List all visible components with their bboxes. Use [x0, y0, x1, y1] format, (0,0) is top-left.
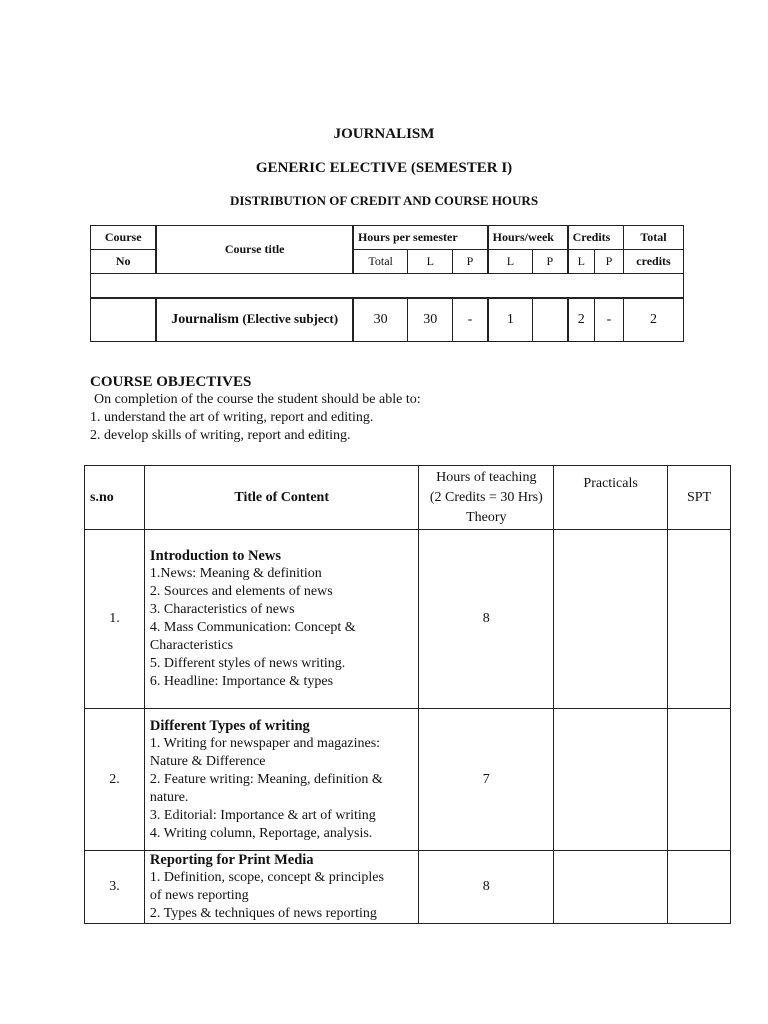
table-row [85, 851, 731, 924]
course-title-header: Course title [156, 226, 353, 274]
content-header-row [85, 466, 731, 530]
row-sno: 1. [85, 530, 145, 709]
total-credits-header-l2: credits [624, 250, 684, 274]
credit-table [90, 225, 684, 342]
credits-p-cell: - [595, 298, 624, 342]
row-line: 2. Feature writing: Meaning, definition & [149, 771, 383, 787]
row-hours: 8 [419, 530, 554, 709]
week-l-cell: 1 [488, 298, 533, 342]
row-practicals [554, 851, 668, 924]
page-title: JOURNALISM [333, 126, 435, 142]
row-line: 1.News: Meaning & definition [149, 566, 322, 581]
row-line: 5. Different styles of news writing. [149, 656, 346, 671]
row-hours: 8 [419, 851, 554, 924]
row-line: 1. Definition, scope, concept & principles [149, 870, 384, 885]
row-practicals [554, 709, 668, 851]
row-content [144, 709, 419, 851]
row-line: nature. [149, 789, 189, 805]
credit-spacer-row [91, 274, 684, 298]
course-no-cell [91, 298, 157, 342]
sub-credits-p-header: P [595, 250, 624, 274]
course-name: Journalism [171, 312, 239, 328]
section-heading: DISTRIBUTION OF CREDIT AND COURSE HOURS [229, 193, 539, 208]
sub-l-header: L [408, 250, 453, 274]
hours-header-l3: Theory [466, 509, 507, 525]
row-line: 4. Mass Communication: Concept & [149, 620, 356, 635]
content-table [84, 465, 731, 924]
total-credits-header-l1: Total [624, 226, 684, 250]
course-note: (Elective subject) [242, 311, 339, 327]
row-line: 3. Editorial: Importance & art of writing [149, 807, 376, 823]
objective-item: 1. understand the art of writing, report and editing. [90, 410, 374, 425]
sub-week-p-header: P [533, 250, 568, 274]
row-line: 4. Writing column, Reportage, analysis. [149, 825, 373, 841]
row-line: Characteristics [149, 638, 234, 653]
total-credits-cell: 2 [624, 298, 684, 342]
row-title: Reporting for Print Media [149, 852, 314, 868]
row-sno: 3. [85, 851, 145, 924]
sub-week-l-header: L [488, 250, 533, 274]
practicals-header: Practicals [554, 466, 668, 530]
spacer-cell [91, 274, 684, 298]
row-practicals [554, 530, 668, 709]
hours-header-l1: Hours of teaching [436, 469, 537, 485]
course-no-header-l2: No [91, 250, 157, 274]
objectives-intro: On completion of the course the student should be able to: [94, 392, 421, 407]
title-header: Title of Content [144, 466, 419, 530]
week-p-cell [533, 298, 568, 342]
row-content [144, 851, 419, 924]
hours-per-week-header: Hours/week [488, 226, 568, 250]
lecture-hours-cell: 30 [408, 298, 453, 342]
row-line: 2. Types & techniques of news reporting [149, 906, 377, 921]
sub-total-header: Total [353, 250, 408, 274]
row-spt [668, 709, 731, 851]
course-name-cell [156, 298, 353, 342]
sno-header: s.no [85, 466, 145, 530]
spt-header: SPT [668, 466, 731, 530]
sub-p-header: P [453, 250, 488, 274]
row-line: of news reporting [149, 888, 249, 903]
credit-data-row [91, 298, 684, 342]
row-hours: 7 [419, 709, 554, 851]
row-line: Nature & Difference [149, 753, 266, 769]
row-line: 2. Sources and elements of news [149, 584, 333, 599]
total-hours-cell: 30 [353, 298, 408, 342]
table-row [85, 709, 731, 851]
row-title: Different Types of writing [149, 717, 310, 734]
page-subtitle: GENERIC ELECTIVE (SEMESTER I) [255, 160, 513, 176]
course-no-header-l1: Course [91, 226, 157, 250]
row-spt [668, 530, 731, 709]
row-line: 1. Writing for newspaper and magazines: [149, 735, 381, 751]
row-spt [668, 851, 731, 924]
table-row [85, 530, 731, 709]
objectives-heading: COURSE OBJECTIVES [90, 374, 252, 390]
hours-header [419, 466, 554, 530]
row-line: 6. Headline: Importance & types [149, 674, 334, 689]
row-line: 3. Characteristics of news [149, 602, 295, 617]
credit-header-row [91, 226, 684, 250]
sub-credits-l-header: L [568, 250, 595, 274]
row-sno: 2. [85, 709, 145, 851]
practical-hours-cell: - [453, 298, 488, 342]
hours-header-l2: (2 Credits = 30 Hrs) [429, 489, 543, 505]
credits-l-cell: 2 [568, 298, 595, 342]
objective-item: 2. develop skills of writing, report and editing. [90, 428, 351, 443]
row-title: Introduction to News [149, 548, 281, 564]
credits-header: Credits [568, 226, 624, 250]
hours-per-semester-header: Hours per semester [353, 226, 488, 250]
row-content [144, 530, 419, 709]
